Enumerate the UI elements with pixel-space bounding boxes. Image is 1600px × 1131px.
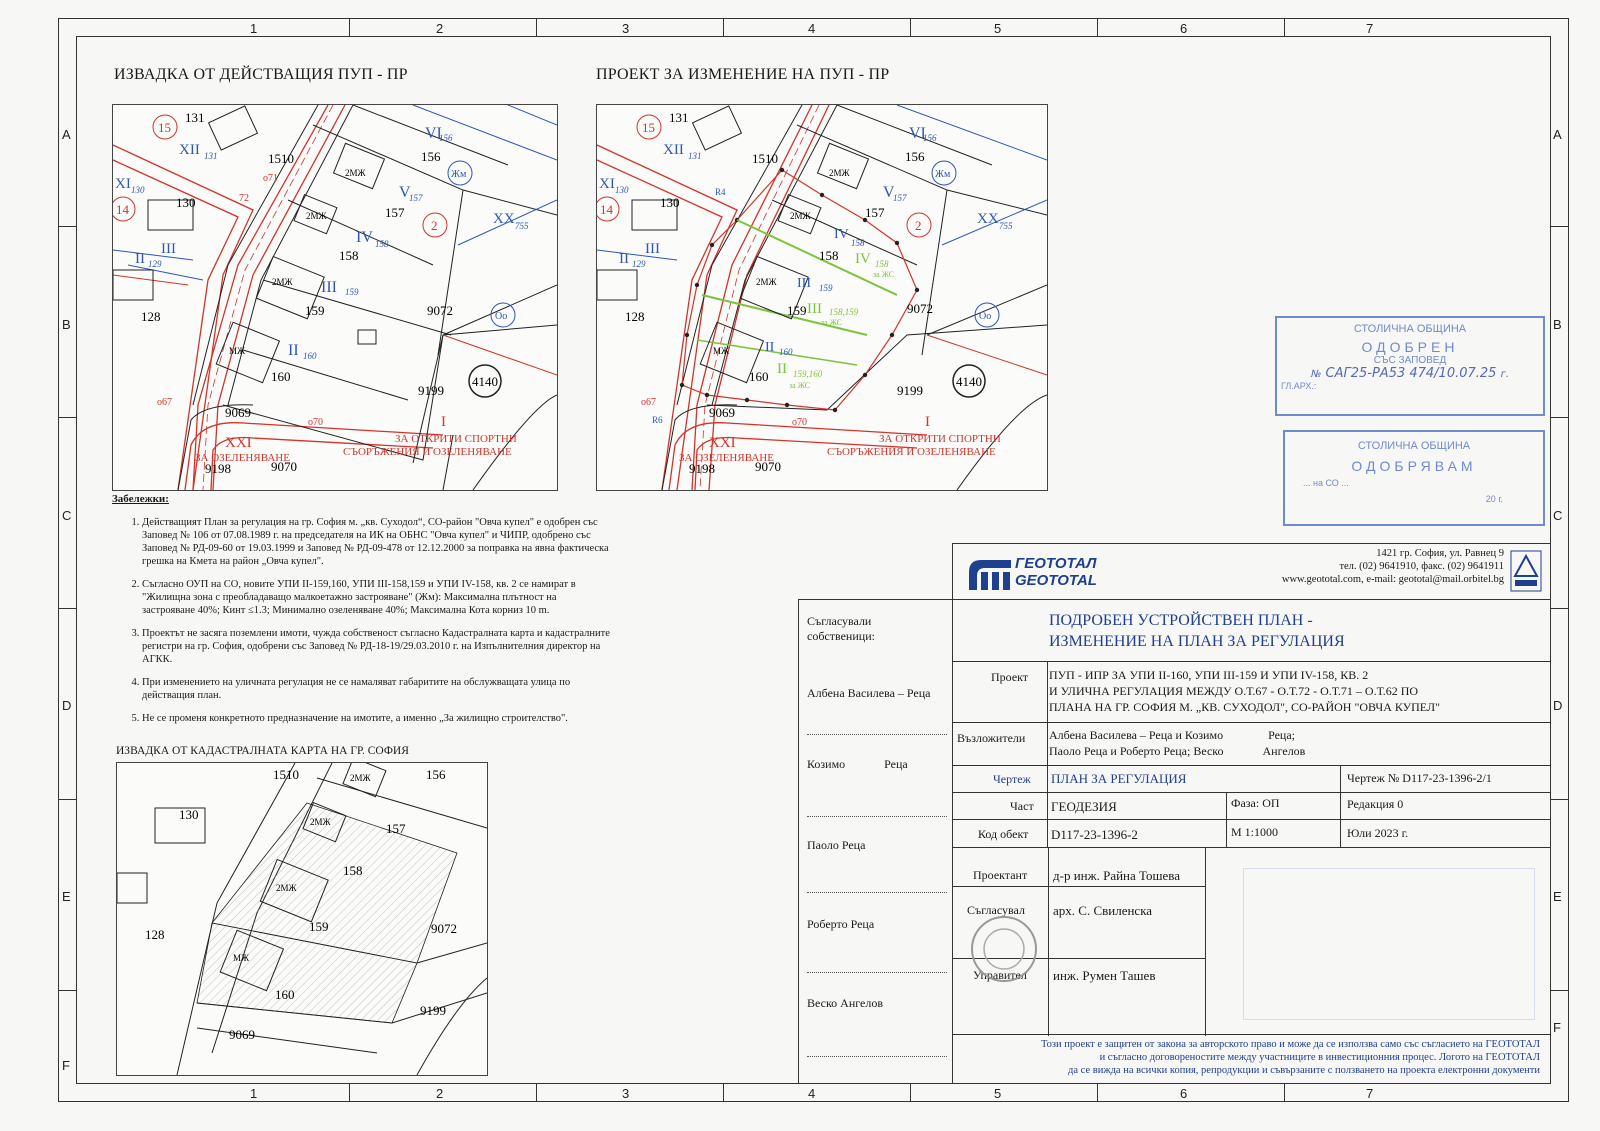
grid-col-label: 7	[1366, 1086, 1374, 1101]
stamp-text: №	[1310, 369, 1322, 380]
grid-row-label: A	[1553, 127, 1562, 142]
parcel-label: 156	[905, 149, 925, 164]
block-number: 15	[158, 120, 171, 135]
regulation-sub: 131	[688, 151, 702, 161]
heading-cadastral: ИЗВАДКА ОТ КАДАСТРАЛНАТА КАРТА НА ГР. СОФИЯ	[116, 745, 409, 757]
parcel-label: 131	[185, 110, 205, 125]
regulation-label: V	[399, 184, 411, 201]
parcel-label: 130	[179, 807, 199, 822]
parcel-label: 157	[386, 821, 406, 836]
part-value: ГЕОДЕЗИЯ	[1051, 799, 1117, 814]
grid-col-label: 2	[436, 1086, 444, 1101]
regulation-sub: 159	[819, 283, 833, 293]
grid-col-label: 1	[250, 21, 258, 36]
parcel-label: 128	[625, 309, 645, 324]
company-phone: тел. (02) 9641910, факс. (02) 9641911	[1339, 561, 1504, 572]
manager-value: инж. Румен Ташев	[1053, 968, 1156, 983]
building-label: МЖ	[233, 953, 250, 963]
stamp-text: СТОЛИЧНА ОБЩИНА	[1353, 323, 1467, 335]
regulation-label: VI	[425, 125, 442, 142]
building-label: 2МЖ	[829, 168, 850, 178]
regulation-sub: 157	[409, 193, 423, 203]
stamp-text: СТОЛИЧНА ОБЩИНА	[1357, 440, 1471, 452]
regulation-sub: 158	[851, 238, 865, 248]
drawing-row	[952, 765, 1551, 793]
radius-label: R6	[652, 415, 663, 425]
building-label: 2МЖ	[306, 211, 327, 221]
grid-col-label: 3	[622, 21, 630, 36]
purpose-label: ЗА ОТКРИТИ СПОРТНИ	[395, 433, 517, 445]
faded-stamp	[1243, 868, 1535, 1020]
project-line1: ПУП - ИПР ЗА УПИ II-160, УПИ III-159 И УПИ IV-158, КВ. 2	[1049, 668, 1369, 682]
code-row	[952, 819, 1551, 848]
parcel-label: 130	[660, 195, 680, 210]
building-label: 2МЖ	[310, 817, 331, 827]
parcel-label: 158	[339, 248, 359, 263]
zone-label: Жм	[451, 169, 467, 180]
new-regulation-use: за ЖС	[821, 318, 843, 327]
project-label: Проект	[991, 670, 1029, 684]
parcel-label: 160	[275, 987, 295, 1002]
drawing-value: ПЛАН ЗА РЕГУЛАЦИЯ	[1051, 771, 1187, 786]
parcel-label: 9070	[271, 459, 297, 474]
grid-row-label: D	[1553, 698, 1563, 713]
company-address: 1421 гр. София, ул. Равнец 9	[1376, 548, 1504, 559]
regulation-label: V	[883, 184, 895, 201]
clients-row	[952, 722, 1551, 766]
building-label: 2МЖ	[756, 277, 777, 287]
grid-col-label: 4	[808, 21, 816, 36]
parcel-label: 9199	[418, 383, 444, 398]
parcel-label: 9069	[229, 1027, 255, 1042]
grid-row-label: B	[62, 317, 71, 332]
drawing-number: Чертеж № D117-23-1396-2/1	[1347, 771, 1492, 785]
grid-col-label: 2	[436, 21, 444, 36]
block-number: 15	[642, 120, 655, 135]
stamp-text: ... на СО ...	[1303, 478, 1349, 488]
parcel-label: 158	[343, 863, 363, 878]
block-number: 2	[915, 218, 922, 233]
revision-value: Редакция 0	[1347, 797, 1404, 811]
owners-label: Съгласували собственици:	[807, 614, 875, 643]
regulation-label: III	[161, 241, 176, 257]
designer-value: д-р инж. Райна Тошева	[1053, 868, 1181, 883]
regulation-label: II	[135, 251, 145, 267]
owner-name: Веско Ангелов	[807, 996, 884, 1010]
parcel-label: 9199	[420, 1003, 446, 1018]
building-label: 2МЖ	[350, 773, 371, 783]
regulation-label: I	[441, 414, 446, 430]
regulation-sub: 755	[515, 221, 529, 231]
regulation-label: XXI	[225, 435, 252, 451]
company-name-en: GEOTOTAL	[1015, 572, 1097, 589]
purpose-label: ЗА ОЗЕЛЕНЯВАНЕ	[679, 452, 774, 464]
geototal-logo-icon	[967, 558, 1011, 590]
grid-row-label: A	[62, 127, 71, 142]
note-item: 5. Не се променя конкретното предназначение на имотите, а именно „За жилищно строителство".	[142, 712, 612, 725]
part-label: Част	[1010, 799, 1034, 813]
purpose-label: СЪОРЪЖЕНИЯ И ОЗЕЛЕНЯВАНЕ	[343, 446, 512, 458]
stamp-handwriting: САГ25-РА53 474/10.07.25	[1325, 366, 1497, 381]
parcel-label: 158	[819, 248, 839, 263]
stamp-text: 20	[1485, 494, 1496, 504]
grid-col-label: 1	[250, 1086, 258, 1101]
regulation-sub: 131	[204, 151, 218, 161]
notes-section	[112, 493, 612, 735]
project-line2: И УЛИЧНА РЕГУЛАЦИЯ МЕЖДУ О.Т.67 - О.Т.72 - О.Т.71 – О.Т.62 ПО	[1049, 684, 1419, 698]
parcel-label: 9069	[225, 405, 251, 420]
copyright-row	[952, 1034, 1551, 1084]
clients-label: Възложители	[957, 731, 1026, 745]
zone-label: Оо	[495, 311, 508, 322]
parcel-label: 9198	[689, 461, 715, 476]
regulation-sub: 130	[615, 185, 629, 195]
regulation-label: XX	[493, 211, 515, 227]
block-number: 14	[116, 202, 129, 217]
main-title-cell	[952, 599, 1551, 662]
point-label: о70	[792, 417, 807, 428]
parcel-label: 128	[141, 309, 161, 324]
cadastral-map	[116, 762, 488, 1076]
stamp-text: г.	[1500, 369, 1510, 380]
regulation-label: II	[288, 342, 299, 359]
parcel-label: 159	[309, 919, 329, 934]
radius-label: R4	[715, 187, 726, 197]
regulation-label: II	[619, 251, 629, 267]
building-label: 2МЖ	[272, 277, 293, 287]
parcel-label: 156	[421, 149, 441, 164]
regulation-sub: 156	[439, 133, 453, 143]
approval-stamp-order	[1275, 316, 1545, 416]
purpose-label: ЗА ОЗЕЛЕНЯВАНЕ	[195, 452, 290, 464]
parcel-label: 159	[787, 303, 807, 318]
regulation-sub: 158	[375, 239, 389, 249]
note-item: 2. Съгласно ОУП на СО, новите УПИ II-159,160, УПИ III-158,159 и УПИ IV-158, кв. 2 се намират в "Жилищна зона с преобладаващо малкоетажно застрояване" (Жм): Максимална плътност на застрояване 40%; Кинт ≤1.3; Минимално озеленяване 40%; Максимална Кота корниз 10 m.	[142, 578, 612, 617]
grid-row-label: C	[62, 508, 72, 523]
existing-plan-map	[112, 104, 558, 491]
scale-value: М 1:1000	[1231, 825, 1279, 839]
new-regulation-use: за ЖС	[789, 381, 811, 390]
parcel-label: 9072	[427, 303, 453, 318]
parcel-label: 9072	[431, 921, 457, 936]
point-label: о67	[641, 397, 656, 408]
regulation-label: XX	[977, 211, 999, 227]
manager-label: Управител	[973, 968, 1027, 982]
company-web: www.geototal.com, e-mail: geototal@mail.orbitel.bg	[1281, 574, 1504, 585]
owner-name: Паоло Реца	[807, 838, 866, 852]
regulation-label: XII	[663, 142, 684, 158]
project-row	[952, 661, 1551, 723]
grid-col-label: 6	[1180, 21, 1188, 36]
new-regulation-label: II	[777, 361, 787, 377]
signatures-area	[952, 847, 1551, 1035]
company-name-bg: ГЕОТОТАЛ	[1015, 555, 1097, 572]
building-label: МЖ	[229, 346, 246, 356]
building-label: 2МЖ	[345, 168, 366, 178]
notes-title: Забележки:	[112, 493, 169, 505]
parcel-label: 131	[669, 110, 689, 125]
company-header	[952, 543, 1551, 600]
regulation-sub: 160	[303, 351, 317, 361]
stamp-text: ОДОБРЕН	[1361, 339, 1459, 355]
parcel-label: 159	[305, 303, 325, 318]
parcel-label: 156	[426, 767, 446, 782]
owner-name: Козимо Реца	[807, 757, 908, 771]
regulation-label: IV	[356, 229, 373, 246]
zone-label: Жм	[935, 169, 951, 180]
clients-line1: Албена Василева – Реца и Козимо Реца;	[1049, 728, 1295, 742]
parcel-label: 157	[385, 205, 405, 220]
code-value: D117-23-1396-2	[1051, 827, 1138, 842]
regulation-sub: 129	[632, 259, 646, 269]
point-label: о70	[308, 417, 323, 428]
purpose-label: СЪОРЪЖЕНИЯ И ОЗЕЛЕНЯВАНЕ	[827, 446, 996, 458]
grid-col-label: 6	[1180, 1086, 1188, 1101]
grid-col-label: 7	[1366, 21, 1374, 36]
parcel-label: 1510	[268, 151, 294, 166]
regulation-sub: 130	[131, 185, 145, 195]
regulation-sub: 160	[779, 347, 793, 357]
drawing-label: Чертеж	[993, 772, 1031, 786]
parcel-label: 1510	[273, 767, 299, 782]
parcel-label: 160	[749, 369, 769, 384]
note-item: 4. При изменението на уличната регулация не се намаляват габаритите на обслужващата улица по действащия план.	[142, 676, 612, 702]
stamp-text: г.	[1498, 494, 1503, 504]
main-title-line1: ПОДРОБЕН УСТРОЙСТВЕН ПЛАН -	[1049, 612, 1313, 629]
grid-row-label: E	[62, 889, 71, 904]
point-label: о67	[157, 397, 172, 408]
building-label: МЖ	[713, 346, 730, 356]
new-regulation-use: за ЖС	[873, 270, 895, 279]
grid-row-label: B	[1553, 317, 1562, 332]
stamp-text: СЪС ЗАПОВЕД	[1373, 355, 1447, 366]
project-plan-map	[596, 104, 1048, 491]
new-regulation-sub: 158	[875, 259, 889, 269]
grid-row-label: D	[62, 698, 72, 713]
copyright-line1: Този проект е защитен от закона за авторското право и може да се използва само със съгласието на ГЕОТОТАЛ	[1041, 1039, 1540, 1050]
new-regulation-sub: 158,159	[829, 307, 859, 317]
new-regulation-label: IV	[855, 251, 871, 267]
grid-row-label: F	[1553, 1020, 1561, 1035]
block-number: 14	[600, 202, 613, 217]
parcel-label: 157	[865, 205, 885, 220]
owner-name: Роберто Реца	[807, 917, 875, 931]
agreed-label: Съгласувал	[967, 903, 1025, 917]
regulation-label: XXI	[709, 435, 736, 451]
regulation-label: XI	[115, 176, 131, 192]
regulation-sub: 755	[999, 221, 1013, 231]
copyright-line2: и съгласно договореностите между участниците в инвестиционния процес. Логото на ГЕОТОТАЛ	[1099, 1052, 1540, 1063]
new-regulation-sub: 159,160	[793, 369, 823, 379]
phase-value: Фаза: ОП	[1231, 796, 1280, 810]
certification-icon	[1510, 550, 1542, 592]
parcel-label: 160	[271, 369, 291, 384]
main-title-line2: ИЗМЕНЕНИЕ НА ПЛАН ЗА РЕГУЛАЦИЯ	[1049, 633, 1345, 650]
regulation-sub: 159	[345, 287, 359, 297]
regulation-label: III	[321, 279, 337, 296]
grid-row-label: C	[1553, 508, 1563, 523]
zone-label: Оо	[979, 311, 992, 322]
designer-label: Проектант	[973, 868, 1028, 882]
grid-row-label: F	[62, 1058, 70, 1073]
block-number: 2	[431, 218, 438, 233]
date-value: Юли 2023 г.	[1347, 826, 1409, 840]
stamp-text: ОДОБРЯВАМ	[1351, 458, 1477, 474]
purpose-label: ЗА ОТКРИТИ СПОРТНИ	[879, 433, 1001, 445]
point-label: 72	[239, 193, 249, 204]
regulation-label: VI	[909, 125, 926, 142]
note-item: 3. Проектът не засяга поземлени имоти, чужда собственост съгласно Кадастралната карта и кадастралните регистри на гр. София, одобрени със Заповед № РД-18-19/29.03.2010 г. на Изпълнителния директор на АГКК.	[142, 627, 612, 666]
regulation-sub: 156	[923, 133, 937, 143]
block-number: 4140	[472, 374, 498, 389]
regulation-label: III	[645, 241, 660, 257]
grid-col-label: 5	[994, 1086, 1002, 1101]
agreed-value: арх. С. Свиленска	[1053, 903, 1153, 918]
approval-stamp-approve	[1283, 430, 1545, 526]
stamp-text: ГЛ.АРХ.:	[1281, 381, 1317, 391]
parcel-label: 9069	[709, 405, 735, 420]
regulation-sub: 129	[148, 259, 162, 269]
regulation-label: XII	[179, 142, 200, 158]
regulation-label: XI	[599, 176, 615, 192]
grid-row-label: E	[1553, 889, 1562, 904]
new-regulation-label: III	[807, 301, 822, 317]
parcel-label: 130	[176, 195, 196, 210]
building-label: 2МЖ	[276, 883, 297, 893]
parcel-label: 128	[145, 927, 165, 942]
parcel-label: 9072	[907, 301, 933, 316]
regulation-label: IV	[834, 227, 849, 242]
grid-col-label: 5	[994, 21, 1002, 36]
project-line3: ПЛАНА НА ГР. СОФИЯ М. „КВ. СУХОДОЛ", СО-РАЙОН "ОВЧА КУПЕЛ"	[1049, 700, 1441, 714]
heading-project-plan: ПРОЕКТ ЗА ИЗМЕНЕНИЕ НА ПУП - ПР	[596, 66, 890, 83]
owner-name: Албена Василева – Реца	[807, 686, 931, 700]
block-number: 4140	[956, 374, 982, 389]
point-label: о71	[263, 173, 278, 184]
regulation-label: I	[925, 414, 930, 430]
grid-col-label: 3	[622, 1086, 630, 1101]
code-label: Код обект	[978, 827, 1029, 841]
building-label: 2МЖ	[790, 211, 811, 221]
owners-column	[798, 599, 953, 1084]
note-item: 1. Действащият План за регулация на гр. София м. „кв. Суходол“, СО-район "Овча купел" е одобрен със Заповед № 106 от 07.08.1989 г. на председателя на ИК на ОБНС "Овча купел" и ЧИПР, одобрено със Заповед № РД-09-60 от 19.03.1999 и Заповед № РД-09-478 от 12.12.2000 за поправка на явна фактическа грешка на Кмета на район „Овча купел".	[142, 516, 612, 568]
regulation-sub: 157	[893, 193, 907, 203]
company-seal-icon	[969, 914, 1039, 984]
heading-existing-plan: ИЗВАДКА ОТ ДЕЙСТВАЩИЯ ПУП - ПР	[114, 66, 408, 83]
copyright-line3: да се вижда на всички копия, репродукции и съвързаните с ползването на проекта електронни документи	[1068, 1065, 1540, 1076]
parcel-label: 9070	[755, 459, 781, 474]
part-row	[952, 792, 1551, 820]
grid-col-label: 4	[808, 1086, 816, 1101]
regulation-label: III	[797, 276, 811, 291]
parcel-label: 9199	[897, 383, 923, 398]
parcel-label: 1510	[752, 151, 778, 166]
parcel-label: 9198	[205, 461, 231, 476]
regulation-label: II	[765, 340, 775, 355]
clients-line2: Паоло Реца и Роберто Реца; Веско Ангелов	[1049, 744, 1306, 758]
